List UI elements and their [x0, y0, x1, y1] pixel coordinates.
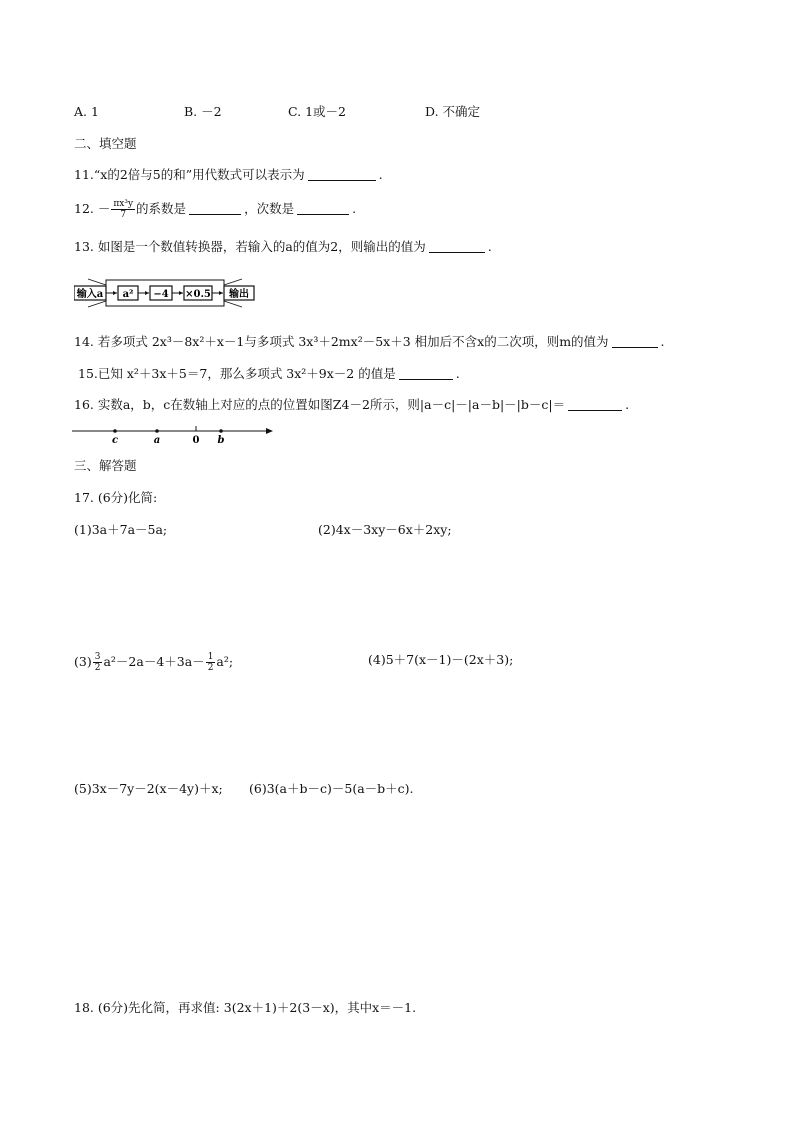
label-zero: 0 [192, 435, 200, 446]
answer-blank [568, 398, 622, 411]
option-b: B. －2 [184, 104, 222, 119]
label-b: b [217, 435, 225, 446]
converter-output-label: 输出 [229, 289, 249, 300]
question-14-end: . [660, 334, 665, 349]
part-3-prefix: (3) [74, 654, 92, 669]
question-17-part-2: (2)4x－3xy－6x＋2xy; [318, 522, 452, 537]
label-c: c [111, 435, 119, 446]
question-17-part-3 [74, 652, 233, 673]
frame-line [224, 279, 242, 285]
question-15 [78, 366, 460, 382]
question-15-text: 15.已知 x²＋3x＋5＝7，那么多项式 3x²＋9x－2 的值是 [78, 366, 396, 381]
number-line-diagram [72, 424, 276, 446]
question-11 [74, 167, 383, 183]
answer-blank [308, 168, 376, 181]
option-a: A. 1 [74, 104, 99, 119]
frame-line [224, 301, 242, 307]
question-12 [74, 199, 356, 220]
answer-blank [297, 202, 349, 215]
fraction-denominator: 2 [94, 663, 101, 673]
answer-blank [189, 202, 241, 215]
answer-blank [399, 367, 453, 380]
question-18: 18. (6分)先化简，再求值: 3(2x＋1)＋2(3－x)，其中x＝－1. [74, 1000, 417, 1015]
question-15-end: . [455, 366, 460, 381]
question-13-end: . [487, 239, 492, 254]
point-b [219, 429, 223, 433]
converter-step2-label: −4 [153, 289, 169, 300]
converter-step1-label: a² [122, 289, 134, 300]
question-13-text: 13. 如图是一个数值转换器，若输入的a的值为2，则输出的值为 [74, 239, 426, 254]
option-d: D. 不确定 [425, 104, 481, 119]
question-16-text: 16. 实数a，b，c在数轴上对应的点的位置如图Z4－2所示，则|a－c|－|a－b|－|b－c|＝ [74, 397, 566, 412]
part-3-end: a²; [216, 654, 234, 669]
section-fill-heading: 二、填空题 [74, 136, 137, 151]
arrow-head [145, 291, 149, 295]
arrow-head [219, 291, 223, 295]
question-11-end: . [378, 167, 383, 182]
question-13 [74, 239, 492, 255]
question-11-text: 11.“x的2倍与5的和”用代数式可以表示为 [74, 167, 305, 182]
number-converter-diagram [74, 276, 260, 310]
question-14-text: 14. 若多项式 2x³－8x²＋x－1与多项式 3x³＋2mx²－5x＋3 相加后不含x的二次项，则m的值为 [74, 334, 609, 349]
point-c [113, 429, 117, 433]
fraction [93, 652, 103, 673]
question-12-prefix: 12. － [74, 201, 111, 216]
part-3-middle: a²－2a－4＋3a－ [103, 654, 205, 669]
arrow-head [179, 291, 183, 295]
question-17-part-5: (5)3x－7y－2(x－4y)＋x; [74, 781, 223, 796]
question-17-part-4: (4)5＋7(x－1)－(2x＋3); [368, 652, 514, 667]
fraction-denominator: 7 [120, 210, 127, 220]
question-16 [74, 397, 629, 413]
question-17-title: 17. (6分)化简: [74, 490, 158, 505]
question-17-part-1: (1)3a＋7a－5a; [74, 522, 168, 537]
fraction-numerator: 3 [94, 652, 101, 662]
answer-blank [612, 335, 658, 348]
question-16-end: . [625, 397, 630, 412]
answer-blank [429, 240, 485, 253]
arrow-head [113, 291, 117, 295]
number-line-arrow [266, 428, 273, 434]
frame-line [88, 279, 106, 285]
fraction-numerator: πx³y [113, 199, 134, 209]
frame-line [88, 301, 106, 307]
section-solve-heading: 三、解答题 [74, 458, 137, 473]
point-a [155, 429, 159, 433]
fraction-denominator: 2 [207, 663, 214, 673]
question-17-part-6: (6)3(a＋b－c)－5(a－b＋c). [249, 781, 414, 796]
question-12-end: . [352, 201, 357, 216]
question-12-mid2: ，次数是 [244, 201, 295, 216]
fraction [206, 652, 216, 673]
option-c: C. 1或－2 [288, 104, 346, 119]
fraction-numerator: 1 [207, 652, 214, 662]
converter-step3-label: ×0.5 [185, 289, 211, 300]
question-12-mid: 的系数是 [136, 201, 187, 216]
converter-input-label: 输入a [76, 289, 104, 300]
fraction [111, 199, 135, 220]
label-a: a [153, 435, 161, 446]
question-14 [74, 334, 665, 350]
